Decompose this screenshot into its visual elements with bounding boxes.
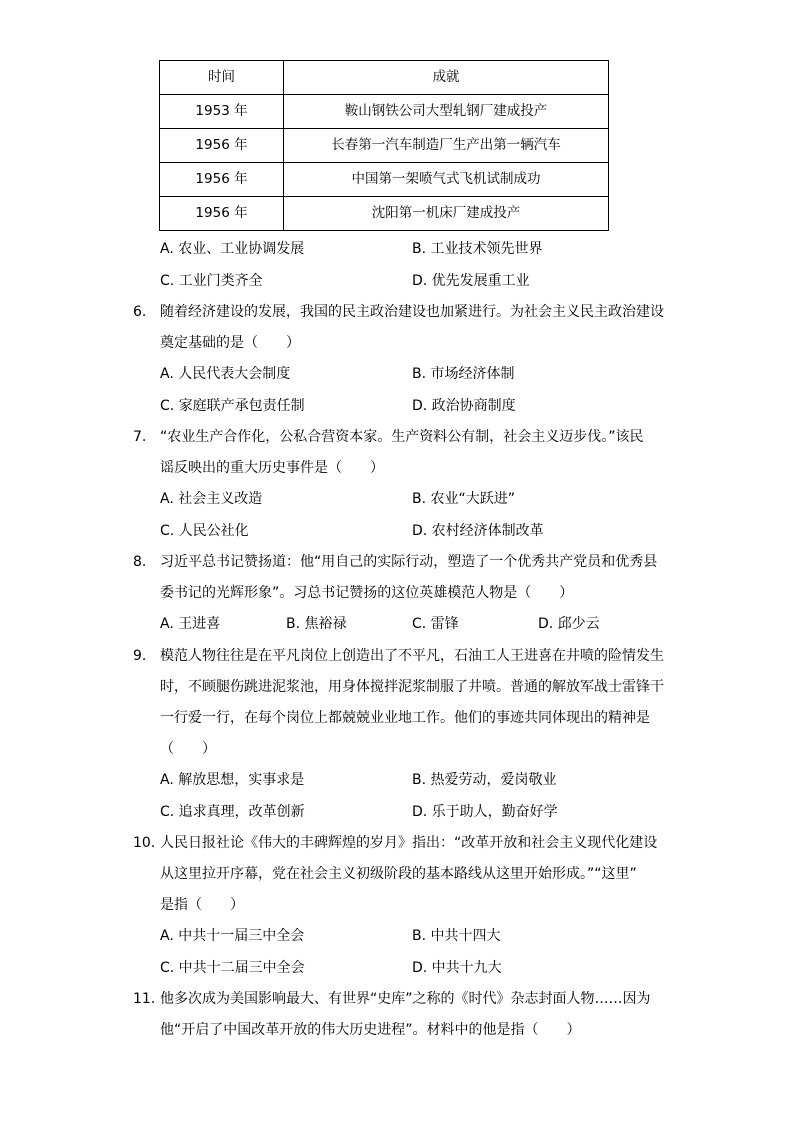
table-header-row [160, 61, 609, 95]
q5-option-c[interactable]: C. 工业门类齐全 [160, 273, 263, 289]
q9-stem-line: 模范人物往往是在平凡岗位上创造出了不平凡，石油工人王进喜在井喷的险情发生 [160, 648, 664, 664]
q6-stem-line: 奠定基础的是（ ） [160, 335, 300, 351]
q7-option-b[interactable]: B. 农业“大跃进” [412, 491, 516, 507]
q9-number: 9. [133, 648, 147, 664]
q9-stem-line: （ ） [160, 741, 216, 757]
table-header-cell: 时间 [160, 61, 284, 95]
q9-stem-line: 一行爱一行，在每个岗位上都兢兢业业地工作。他们的事迹共同体现出的精神是 [160, 710, 650, 726]
table-cell-achievement: 长春第一汽车制造厂生产出第一辆汽车 [284, 129, 609, 163]
table-row [160, 197, 609, 231]
table-cell-achievement: 中国第一架喷气式飞机试制成功 [284, 163, 609, 197]
q7-stem-line: “农业生产合作化，公私合营资本家。生产资料公有制，社会主义迈步伐。”该民 [160, 429, 644, 445]
q8-stem-line: 习近平总书记赞扬道：他“用自己的实际行动，塑造了一个优秀共产党员和优秀县 [160, 554, 658, 570]
table-row [160, 95, 609, 129]
q10-number: 10. [133, 835, 156, 851]
q5-option-d[interactable]: D. 优先发展重工业 [412, 273, 530, 289]
q10-option-c[interactable]: C. 中共十二届三中全会 [160, 960, 305, 976]
q6-number: 6. [133, 304, 147, 320]
table-header-cell: 成就 [284, 61, 609, 95]
q6-stem-line: 随着经济建设的发展，我国的民主政治建设也加紧进行。为社会主义民主政治建设 [160, 304, 664, 320]
q9-option-d[interactable]: D. 乐于助人，勤奋好学 [412, 804, 558, 820]
q11-number: 11. [133, 991, 156, 1007]
table-cell-year: 1953 年 [160, 95, 284, 129]
q8-stem-line: 委书记的光辉形象”。习总书记赞扬的这位英雄模范人物是（ ） [160, 585, 574, 601]
q7-option-d[interactable]: D. 农村经济体制改革 [412, 523, 544, 539]
q9-option-a[interactable]: A. 解放思想，实事求是 [160, 772, 305, 788]
q9-option-c[interactable]: C. 追求真理，改革创新 [160, 804, 305, 820]
q10-option-a[interactable]: A. 中共十一届三中全会 [160, 928, 305, 944]
q8-option-c[interactable]: C. 雷锋 [412, 616, 459, 632]
q9-option-b[interactable]: B. 热爱劳动，爱岗敬业 [412, 772, 557, 788]
q11-stem-line: 他“开启了中国改革开放的伟大历史进程”。材料中的他是指（ ） [160, 1022, 581, 1038]
q11-stem-line: 他多次成为美国影响最大、有世界“史库”之称的《时代》杂志封面人物……因为 [160, 991, 651, 1007]
q6-option-b[interactable]: B. 市场经济体制 [412, 366, 515, 382]
q7-option-a[interactable]: A. 社会主义改造 [160, 491, 263, 507]
achievement-table [159, 60, 609, 231]
q8-option-a[interactable]: A. 王进喜 [160, 616, 221, 632]
table-cell-achievement: 鞍山钢铁公司大型轧钢厂建成投产 [284, 95, 609, 129]
q8-number: 8. [133, 554, 147, 570]
q6-option-c[interactable]: C. 家庭联产承包责任制 [160, 398, 305, 414]
q10-stem-line: 从这里拉开序幕，党在社会主义初级阶段的基本路线从这里开始形成。”“这里” [160, 866, 637, 882]
q5-option-a[interactable]: A. 农业、工业协调发展 [160, 241, 305, 257]
q8-option-b[interactable]: B. 焦裕禄 [286, 616, 347, 632]
q9-stem-line: 时，不顾腿伤跳进泥浆池，用身体搅拌泥浆制服了井喷。普通的解放军战士雷锋干 [160, 679, 664, 695]
table-cell-year: 1956 年 [160, 163, 284, 197]
q10-stem-line: 是指（ ） [160, 897, 244, 913]
q5-option-b[interactable]: B. 工业技术领先世界 [412, 241, 543, 257]
q6-option-d[interactable]: D. 政治协商制度 [412, 398, 516, 414]
q10-stem-line: 人民日报社论《伟大的丰碑辉煌的岁月》指出：“改革开放和社会主义现代化建设 [160, 835, 658, 851]
table-cell-achievement: 沈阳第一机床厂建成投产 [284, 197, 609, 231]
q10-option-d[interactable]: D. 中共十九大 [412, 960, 502, 976]
q7-option-c[interactable]: C. 人民公社化 [160, 523, 249, 539]
q7-stem-line: 谣反映出的重大历史事件是（ ） [160, 460, 384, 476]
q8-option-d[interactable]: D. 邱少云 [538, 616, 600, 632]
table-row [160, 129, 609, 163]
table-row [160, 163, 609, 197]
table-cell-year: 1956 年 [160, 197, 284, 231]
q7-number: 7. [133, 429, 147, 445]
q10-option-b[interactable]: B. 中共十四大 [412, 928, 501, 944]
table-cell-year: 1956 年 [160, 129, 284, 163]
q6-option-a[interactable]: A. 人民代表大会制度 [160, 366, 291, 382]
